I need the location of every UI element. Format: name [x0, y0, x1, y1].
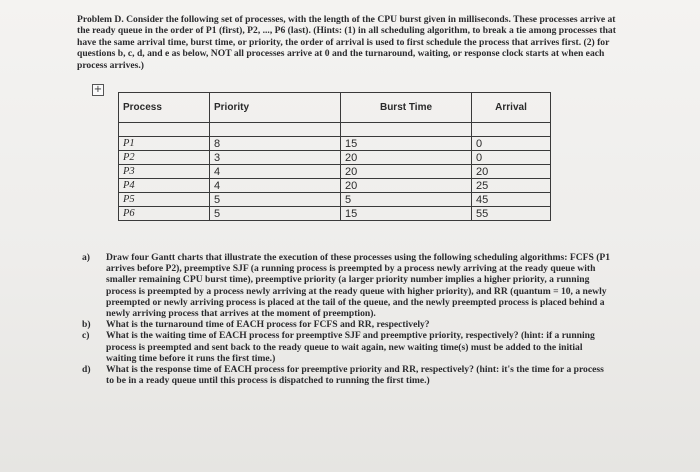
cell-process: P5	[119, 193, 210, 207]
problem-intro	[77, 14, 622, 71]
cell-priority: 4	[210, 165, 341, 179]
cell-burst: 20	[341, 165, 472, 179]
table-row	[119, 165, 551, 179]
cell-burst: 15	[341, 207, 472, 221]
question-item	[82, 319, 612, 330]
question-list	[82, 252, 612, 386]
question-item	[82, 330, 612, 364]
cell-arrival: 0	[472, 151, 551, 165]
cell-priority: 5	[210, 193, 341, 207]
question-label: d)	[82, 364, 91, 376]
cell-arrival: 55	[472, 207, 551, 221]
header-priority: Priority	[210, 93, 341, 123]
header-process: Process	[119, 93, 210, 123]
cell-priority: 3	[210, 151, 341, 165]
cell-arrival: 25	[472, 179, 551, 193]
question-item	[82, 364, 612, 386]
cell-process: P2	[119, 151, 210, 165]
question-text: Draw four Gantt charts that illustrate the execution of these processes using the following scheduling algorithms: FCFS (P1 arrives before P2), preemptive SJF (a running process is preempted by a process newly arriving at the ready queue with smaller remaining CPU burst time), preemptive priority (a larger priority number implies a higher priority, a running process is preempted by a process newly arriving at the ready queue with higher priority), and RR (quantum = 10, a newly preempted or newly arriving process is placed at the tail of the queue, and the newly preempted process is placed behind a newly arriving process that arrives at the moment of preemption).	[106, 252, 611, 320]
question-text: What is the waiting time of EACH process for preemptive SJF and preemptive priority, respectively? (hint: if a running process is preempted and sent back to the ready queue to wait again, new waiting time(s) must be added to the initial waiting time before it runs the first time.)	[106, 330, 595, 364]
cell-process: P4	[119, 179, 210, 193]
question-item	[82, 252, 612, 319]
table-move-handle-icon[interactable]: +	[93, 84, 103, 95]
table-row	[119, 151, 551, 165]
table-row	[119, 207, 551, 221]
header-burst-time: Burst Time	[341, 93, 472, 123]
cell-burst: 20	[341, 179, 472, 193]
question-label: a)	[82, 252, 90, 263]
cell-arrival: 45	[472, 193, 551, 207]
problem-label: Problem D.	[77, 14, 124, 25]
process-table	[118, 92, 551, 221]
question-label: c)	[82, 330, 90, 342]
cell-burst: 5	[341, 193, 472, 207]
question-label: b)	[82, 319, 91, 331]
question-text: What is the turnaround time of EACH process for FCFS and RR, respectively?	[106, 319, 430, 331]
cell-arrival: 20	[472, 165, 551, 179]
cell-process: P6	[119, 207, 210, 221]
cell-priority: 8	[210, 137, 341, 151]
table-row	[119, 193, 551, 207]
cell-burst: 15	[341, 137, 472, 151]
cell-arrival: 0	[472, 137, 551, 151]
cell-priority: 4	[210, 179, 341, 193]
problem-text: Consider the following set of processes, with the length of the CPU burst given in milliseconds. These processes arrive at the ready queue in the order of P1 (first), P2, ..., P6 (last). (Hints: (1) in all scheduling algorithm, to break a tie among processes that have the same arrival time, burst time, or priority, the order of arrival is used to first schedule the process that arrives first. (2) for questions b, c, d, and e as below, NOT all processes arrive at 0 and the turnaround, waiting, or response clock starts at when each process arrives.)	[77, 14, 616, 71]
table-spacer-row	[119, 123, 551, 137]
cell-priority: 5	[210, 207, 341, 221]
header-arrival: Arrival	[472, 93, 551, 123]
question-text: What is the response time of EACH process for preemptive priority and RR, respectively? (hint: it's the time for a process to be in a ready queue until this process is dispatched to running the first time.)	[106, 364, 604, 387]
table-header-row	[119, 93, 551, 123]
cell-process: P1	[119, 137, 210, 151]
table-row	[119, 179, 551, 193]
table-row	[119, 137, 551, 151]
cell-process: P3	[119, 165, 210, 179]
cell-burst: 20	[341, 151, 472, 165]
